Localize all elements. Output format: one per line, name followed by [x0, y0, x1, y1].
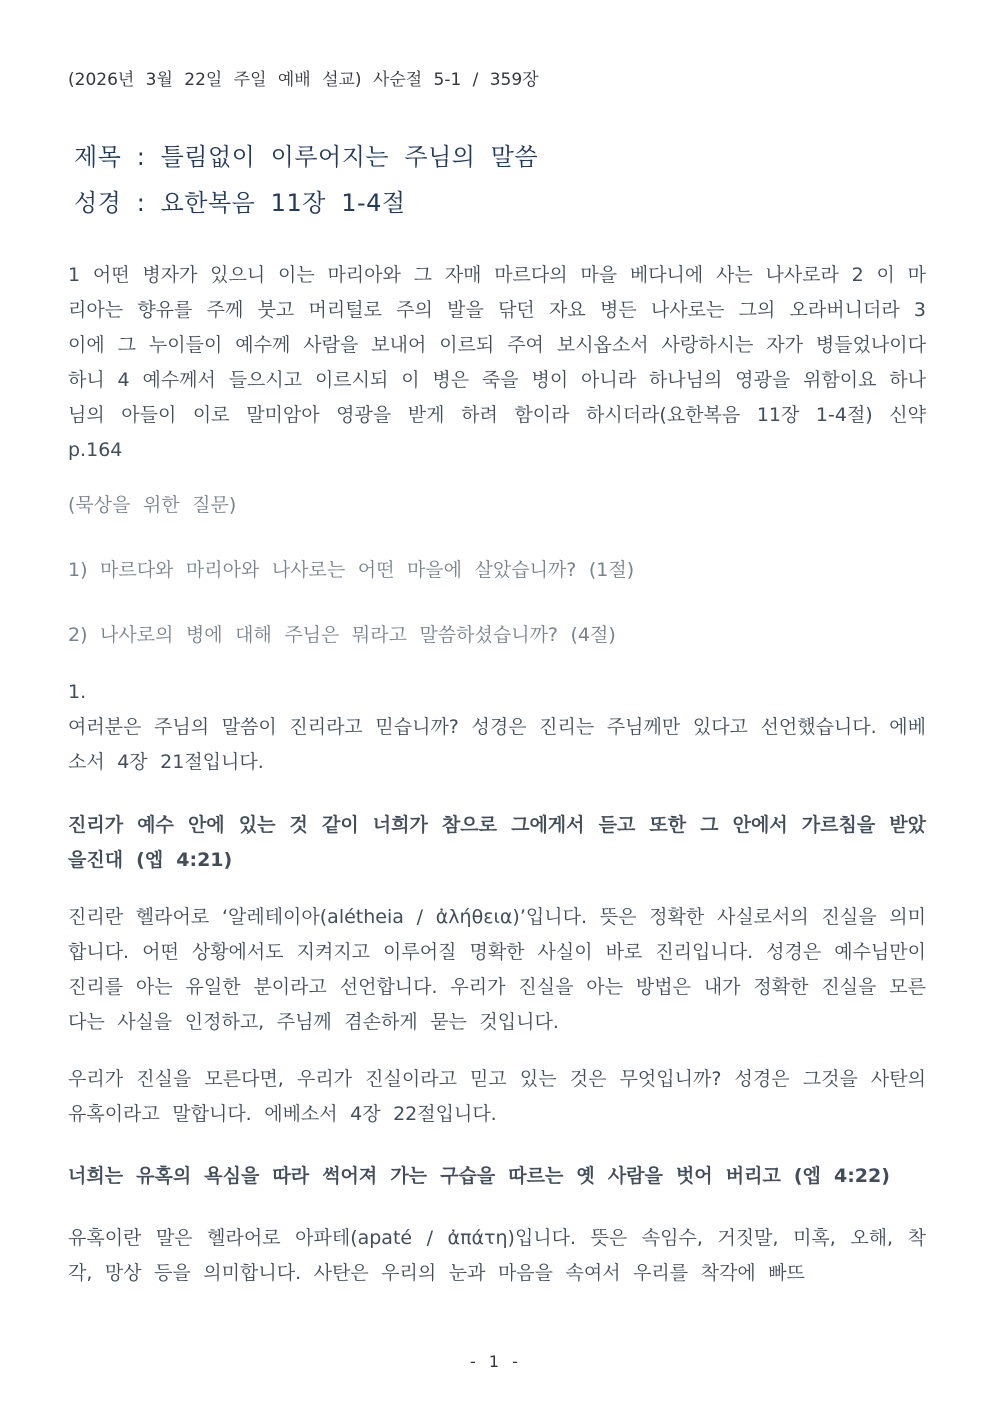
sermon-title: 제목 : 틀림없이 이루어지는 주님의 말씀 [74, 143, 539, 171]
meditation-questions-heading: (묵상을 위한 질문) [68, 494, 237, 516]
paragraph-satan-temptation: 우리가 진실을 모른다면, 우리가 진실이라고 믿고 있는 것은 무엇입니까? 성경은 그것을 사탄의 유혹이라고 말합니다. 에베소서 4장 22절입니다. [68, 1068, 926, 1125]
title-block [68, 134, 926, 226]
paragraph-apate-definition: 유혹이란 말은 헬라어로 아파테(apaté / ἀπάτη)입니다. 뜻은 속임수, 거짓말, 미혹, 오해, 착각, 망상 등을 의미합니다. 사탄은 우리의 눈과 마음을 속여서 우리를 착각에 빠뜨 [68, 1227, 926, 1284]
page-number: - 1 - [470, 1352, 522, 1371]
bible-verse-eph-4-22: 너희는 유혹의 욕심을 따라 썩어져 가는 구습을 따르는 옛 사람을 벗어 버리고 (엡 4:22) [68, 1165, 890, 1187]
sermon-date-header: (2026년 3월 22일 주일 예배 설교) 사순절 5-1 / 359장 [68, 70, 539, 90]
section-number: 1. [68, 681, 87, 703]
scripture-reference: 성경 : 요한복음 11장 1-4절 [74, 189, 406, 217]
meditation-question-1: 1) 마르다와 마리아와 나사로는 어떤 마을에 살았습니까? (1절) [68, 559, 635, 581]
meditation-question-2: 2) 나사로의 병에 대해 주님은 뭐라고 말씀하셨습니까? (4절) [68, 624, 616, 646]
paragraph-aletheia-definition: 진리란 헬라어로 ‘알레테이아(alétheia / ἀλήθεια)’입니다. 뜻은 정확한 사실로서의 진실을 의미합니다. 어떤 상황에서도 지켜지고 이루어질 명확한 사실이 바로 진리입니다. 성경은 예수님만이 진리를 아는 유일한 분이라고 선언합니다. 우리가 진실을 아는 방법은 내가 정확한 진실을 모른다는 사실을 인정하고, 주님께 겸손하게 묻는 것입니다. [68, 906, 926, 1033]
scripture-passage: 1 어떤 병자가 있으니 이는 마리아와 그 자매 마르다의 마을 베다니에 사는 나사로라 2 이 마리아는 향유를 주께 붓고 머리털로 주의 발을 닦던 자요 병든 나사로는 그의 오라버니더라 3 이에 그 누이들이 예수께 사람을 보내어 이르되 주여 보시옵소서 사랑하시는 자가 병들었나이다 하니 4 예수께서 들으시고 이르시되 이 병은 죽을 병이 아니라 하나님의 영광을 위함이요 하나님의 아들이 이로 말미암아 영광을 받게 하려 함이라 하시더라(요한복음 11장 1-4절) 신약 p.164 [68, 264, 926, 461]
paragraph-truth-intro: 여러분은 주님의 말씀이 진리라고 믿습니까? 성경은 진리는 주님께만 있다고 선언했습니다. 에베소서 4장 21절입니다. [68, 716, 926, 773]
bible-verse-eph-4-21: 진리가 예수 안에 있는 것 같이 너희가 참으로 그에게서 듣고 또한 그 안에서 가르침을 받았을진대 (엡 4:21) [68, 814, 926, 871]
